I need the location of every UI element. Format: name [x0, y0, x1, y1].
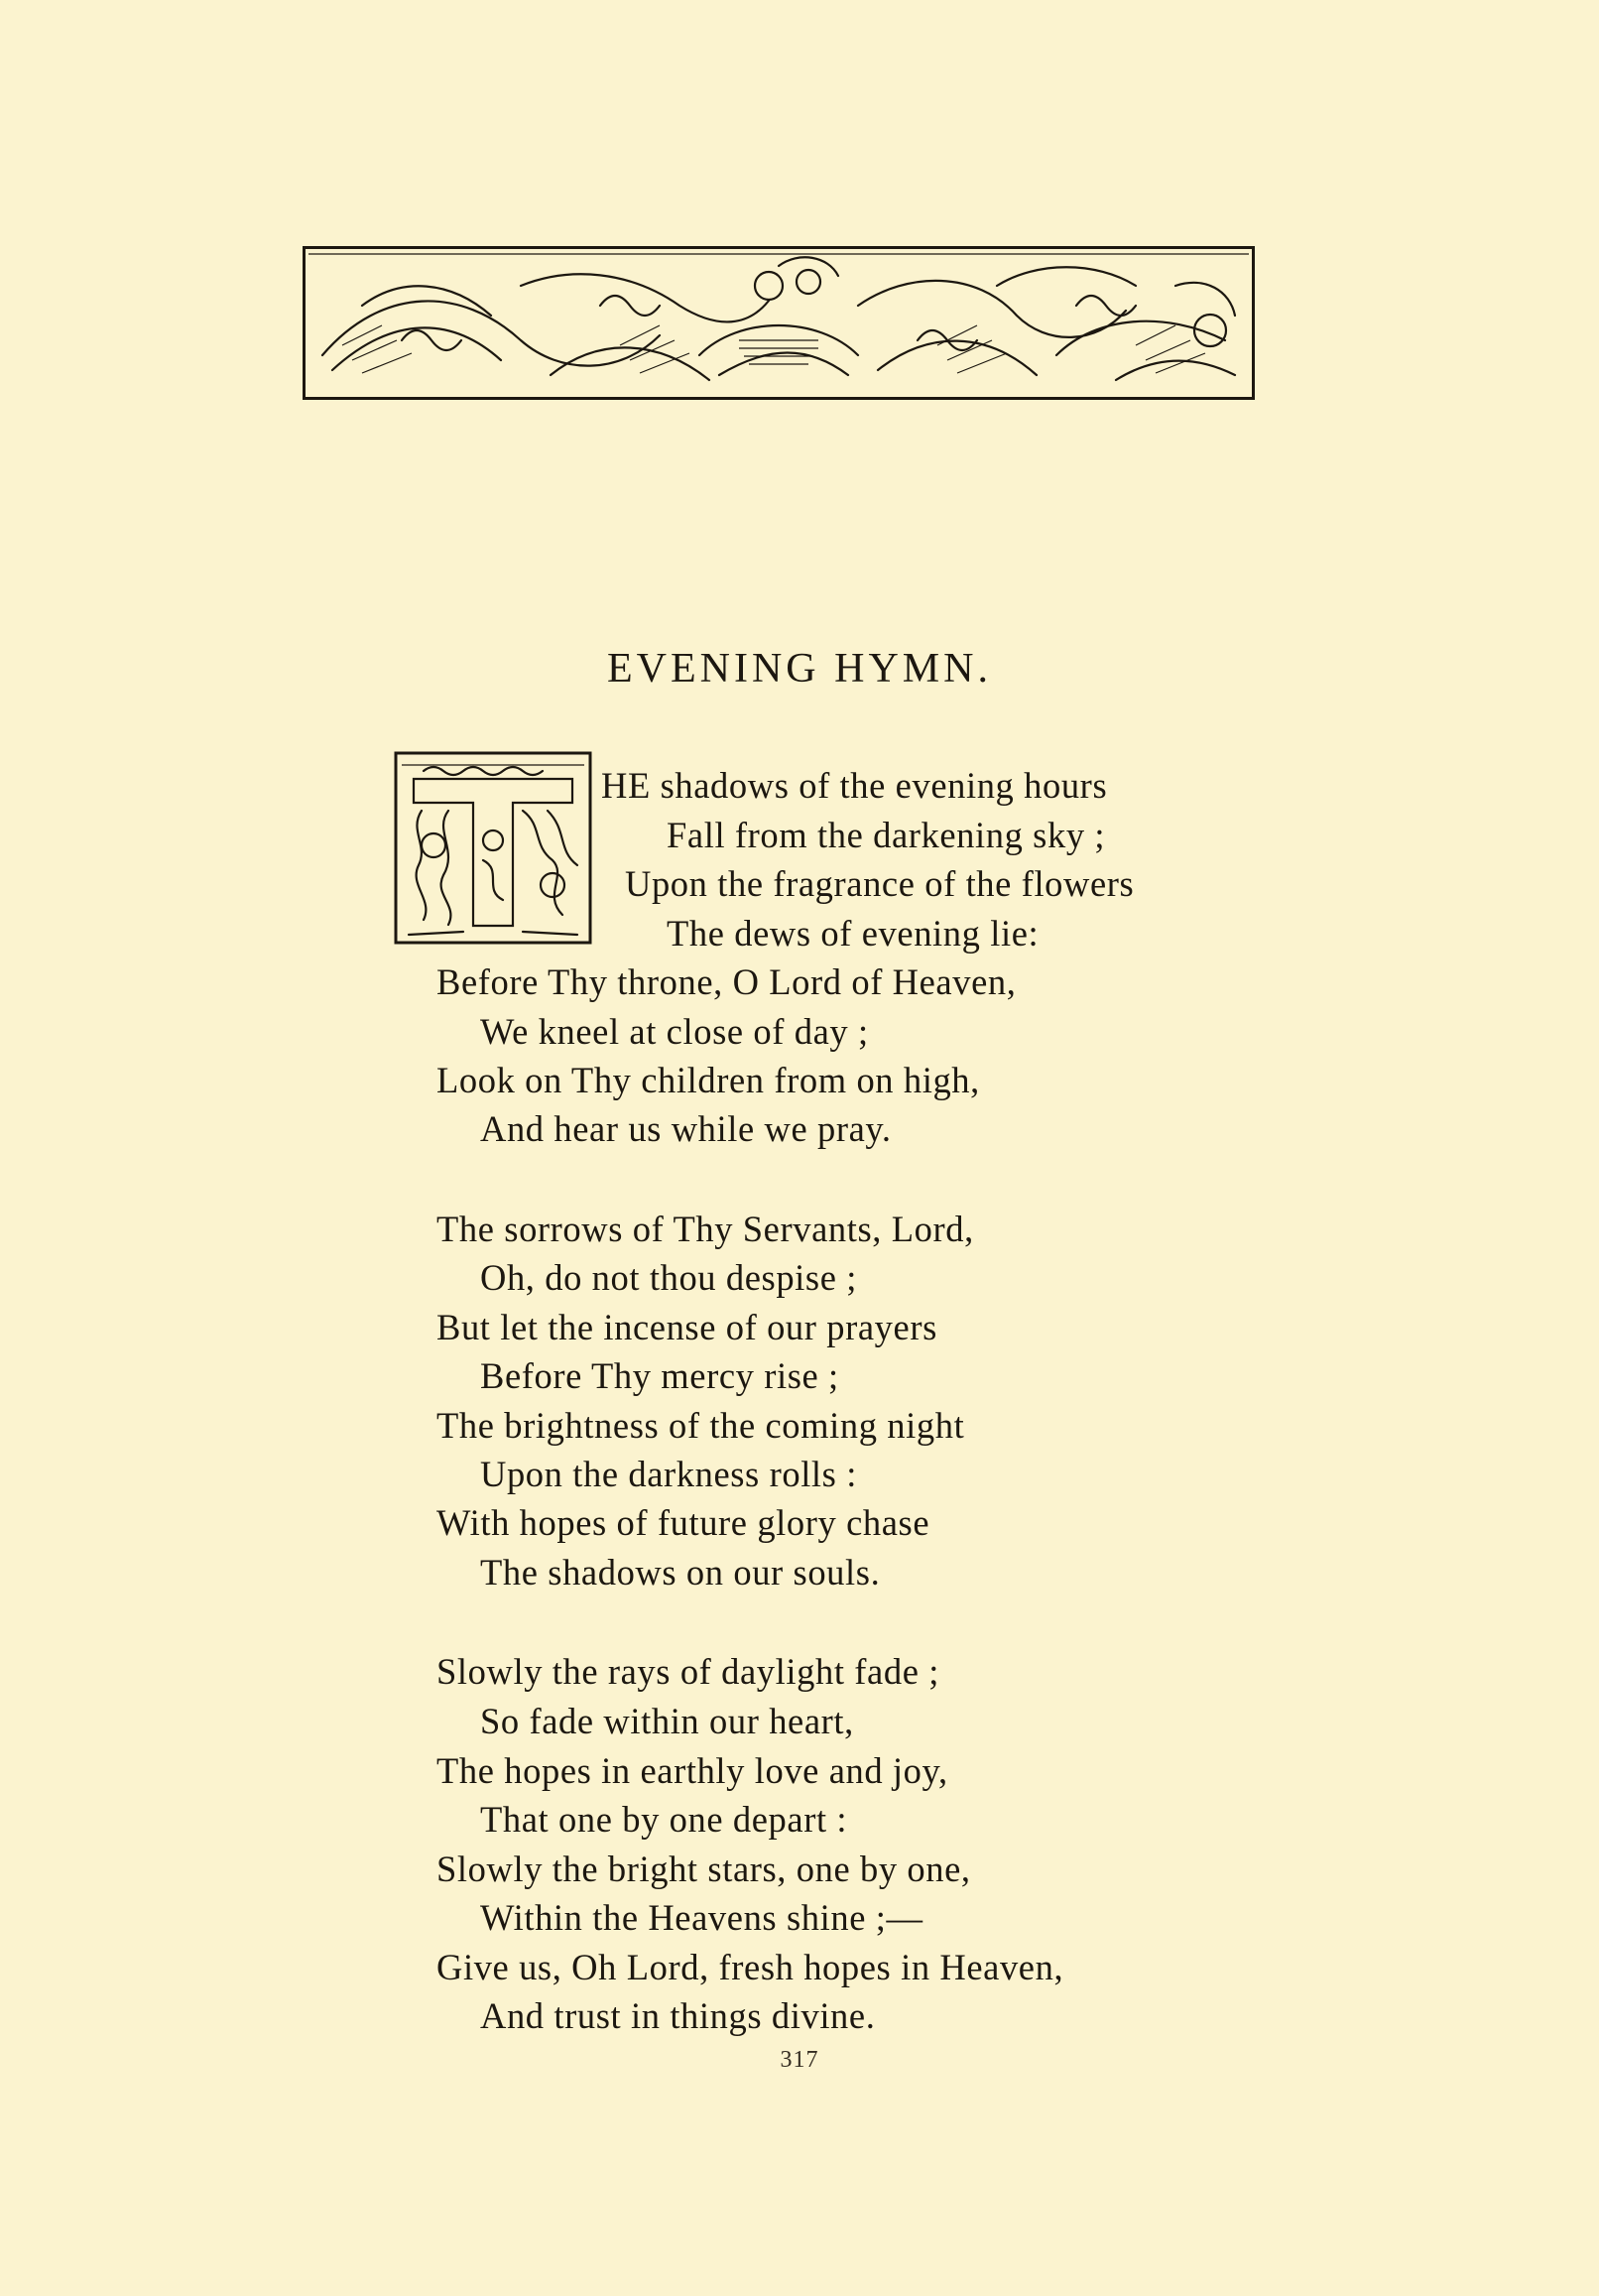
poem-line: HE shadows of the evening hours: [601, 765, 1108, 806]
poem-line: So fade within our heart,: [480, 1701, 854, 1741]
poem-line: Oh, do not thou despise ;: [480, 1257, 857, 1298]
page-number: 317: [780, 2047, 819, 2073]
poem-line: Before Thy mercy rise ;: [480, 1355, 839, 1396]
poem-line: Slowly the bright stars, one by one,: [436, 1849, 971, 1889]
poem-line: The brightness of the coming night: [436, 1405, 965, 1446]
poem-line: The shadows on our souls.: [480, 1552, 881, 1593]
poem-line: Before Thy throne, O Lord of Heaven,: [436, 961, 1017, 1002]
poem-line: The hopes in earthly love and joy,: [436, 1750, 948, 1791]
poem-line: Look on Thy children from on high,: [436, 1060, 980, 1100]
poem-line: Fall from the darkening sky ;: [667, 815, 1106, 855]
poem-line: The sorrows of Thy Servants, Lord,: [436, 1209, 974, 1249]
poem-line: Give us, Oh Lord, fresh hopes in Heaven,: [436, 1947, 1064, 1987]
poem-line: And hear us while we pray.: [480, 1108, 892, 1149]
ornamental-initial-t: [394, 751, 592, 945]
poem-line: Within the Heavens shine ;—: [480, 1897, 923, 1938]
foliage-headpiece-ornament: [303, 246, 1255, 400]
poem-line: And trust in things divine.: [480, 1995, 876, 2036]
poem-line: Upon the fragrance of the flowers: [625, 863, 1135, 904]
poem-line: Upon the darkness rolls :: [480, 1454, 857, 1494]
poem-line: Slowly the rays of daylight fade ;: [436, 1651, 939, 1692]
poem-line: We kneel at close of day ;: [480, 1011, 869, 1052]
poem-line: The dews of evening lie:: [667, 913, 1040, 954]
poem-line: That one by one depart :: [480, 1799, 848, 1840]
poem-line: But let the incense of our prayers: [436, 1307, 937, 1347]
poem-title: EVENING HYMN.: [607, 646, 992, 692]
poem-line: With hopes of future glory chase: [436, 1502, 930, 1543]
